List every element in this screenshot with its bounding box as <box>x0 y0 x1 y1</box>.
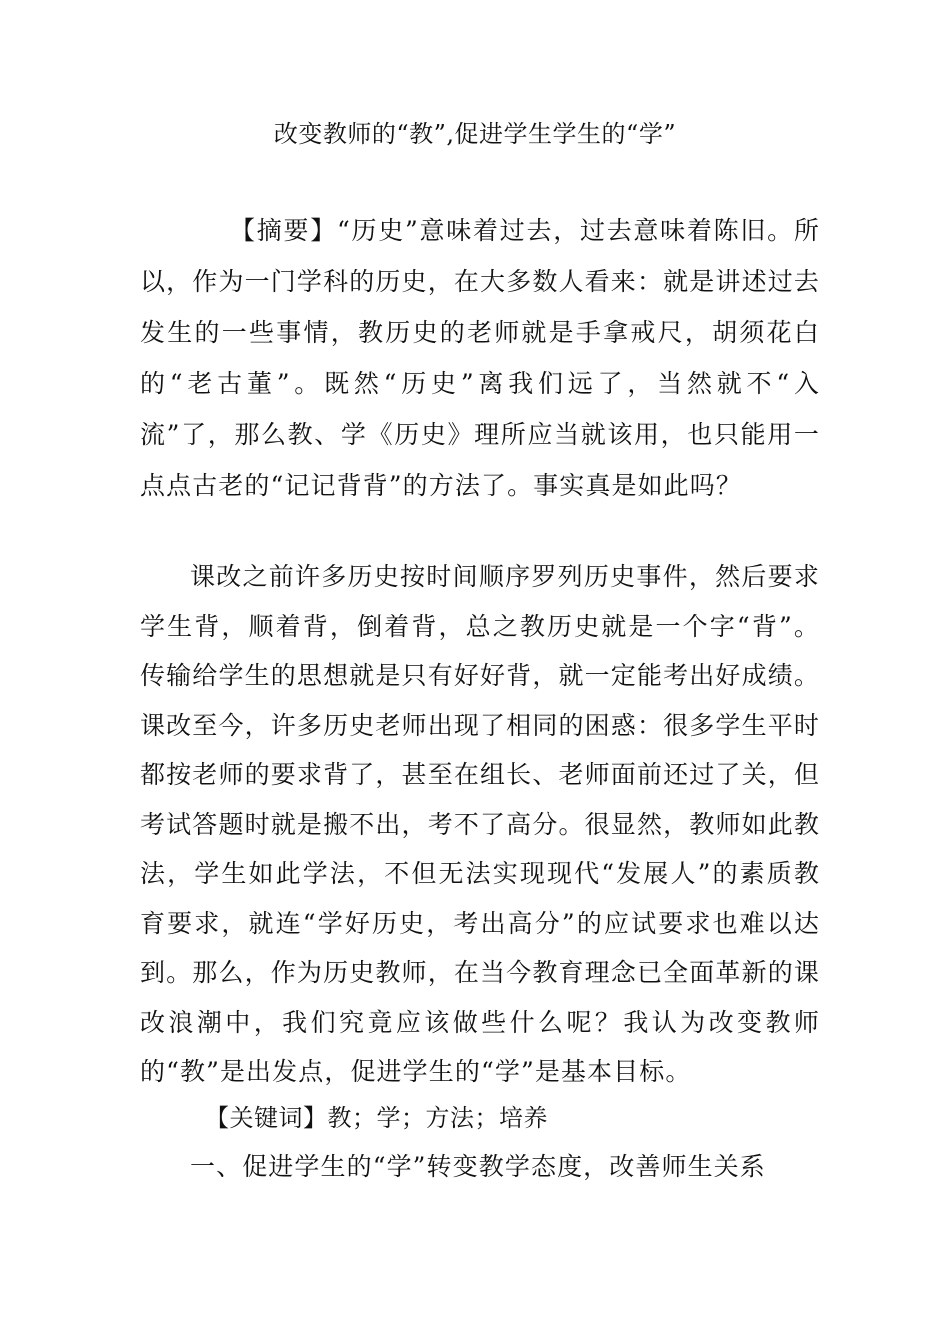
keywords-line: 【关键词】教；学；方法；培养 <box>205 1104 548 1132</box>
abstract-paragraph: 【摘要】“历史”意味着过去，过去意味着陈旧。所以，作为一门学科的历史，在大多数人看来：就是讲述过去发生的一些事情，教历史的老师就是手拿戒尺，胡须花白的“老古董”。既然“历史”离我们远了，当然就不“入流”了，那么教、学《历史》理所应当就该用，也只能用一点点古老的“记记背背”的方法了。事实真是如此吗？ <box>140 216 820 500</box>
section-heading: 一、促进学生的“学”转变教学态度，改善师生关系 <box>190 1152 766 1181</box>
document-title: 改变教师的“教”,促进学生学生的“学” <box>273 120 677 148</box>
body-paragraph: 课改之前许多历史按时间顺序罗列历史事件，然后要求学生背，顺着背，倒着背，总之教历史就是一个字“背”。传输给学生的思想就是只有好好背，就一定能考出好成绩。课改至今，许多历史老师出现了相同的困惑：很多学生平时都按老师的要求背了，甚至在组长、老师面前还过了关，但考试答题时就是搬不出，考不了高分。很显然，教师如此教法，学生如此学法，不但无法实现现代“发展人”的素质教育要求，就连“学好历史，考出高分”的应试要求也难以达到。那么，作为历史教师，在当今教育理念已全面革新的课改浪潮中，我们究竟应该做些什么呢？我认为改变教师的“教”是出发点，促进学生的“学”是基本目标。 <box>140 562 820 1086</box>
